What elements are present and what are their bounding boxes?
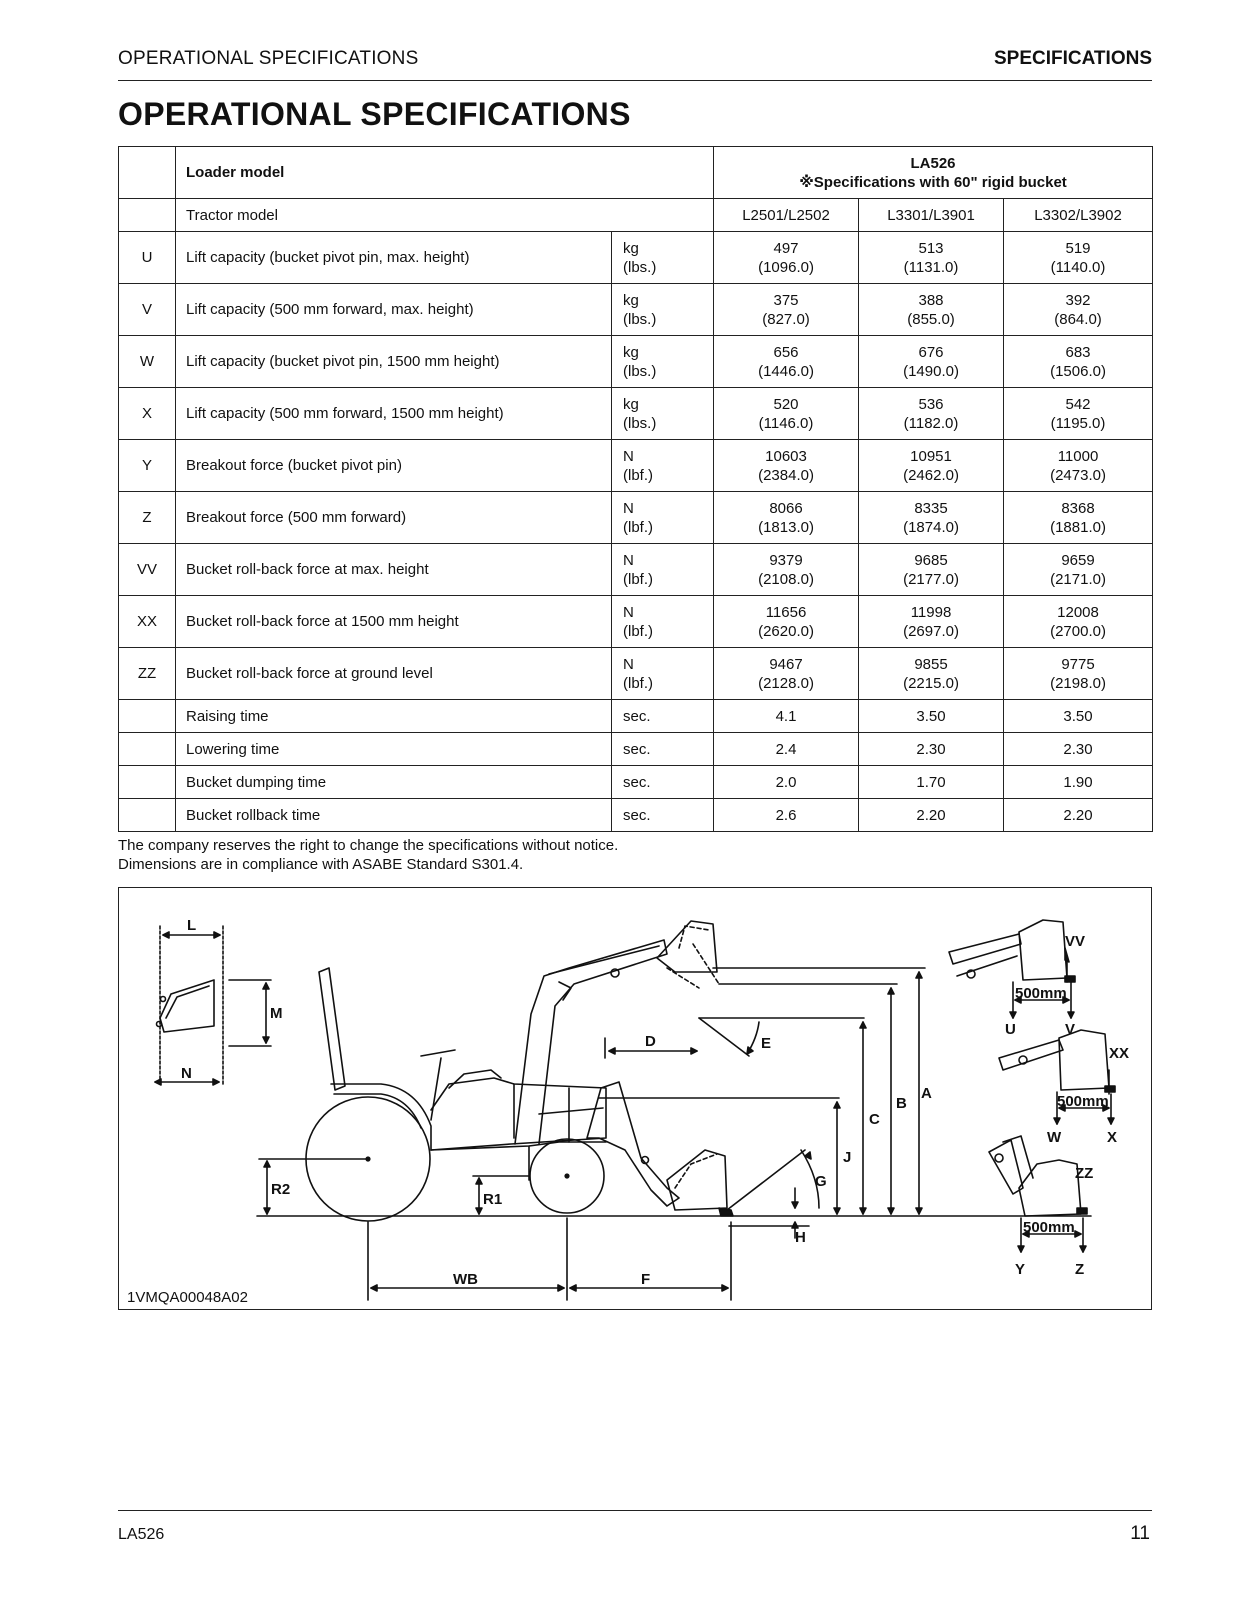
header-chapter-title: SPECIFICATIONS — [994, 48, 1152, 69]
row-value-primary: 11000 — [1057, 447, 1099, 465]
row-value — [714, 648, 859, 700]
row-value-primary: 542 — [1065, 395, 1091, 413]
row-value — [714, 492, 859, 544]
row-unit-secondary: (lbf.) — [623, 622, 653, 640]
row-value — [1004, 544, 1153, 596]
tractor-model-2: L3301/L3901 — [859, 199, 1004, 232]
time-row — [119, 733, 1153, 766]
note-specs-change: The company reserves the right to change the specifications without notice. — [118, 837, 619, 854]
row-unit-primary: N — [623, 499, 634, 517]
row-unit-primary: kg — [623, 343, 639, 361]
row-value — [1004, 596, 1153, 648]
row-label: Bucket roll-back force at max. height — [176, 544, 612, 596]
row-value — [1004, 388, 1153, 440]
row-value-secondary: (2171.0) — [1050, 570, 1106, 588]
row-value-secondary: (2700.0) — [1050, 622, 1106, 640]
row-unit-secondary: (lbf.) — [623, 570, 653, 588]
row-value-secondary: (1131.0) — [903, 258, 959, 276]
row-value-secondary: (2128.0) — [758, 674, 814, 692]
row-value-secondary: (2697.0) — [903, 622, 959, 640]
row-value — [859, 284, 1004, 336]
running-header — [118, 44, 1152, 81]
row-value: 2.20 — [1004, 799, 1153, 832]
loader-model-note: ※Specifications with 60" rigid bucket — [799, 173, 1067, 191]
row-key — [119, 766, 176, 799]
row-value-primary: 375 — [773, 291, 799, 309]
row-value: 1.90 — [1004, 766, 1153, 799]
row-unit-primary: kg — [623, 239, 639, 257]
row-unit — [612, 388, 714, 440]
label-D: D — [645, 1033, 656, 1050]
row-value — [714, 284, 859, 336]
row-value-primary: 683 — [1065, 343, 1091, 361]
row-key — [119, 799, 176, 832]
row-unit-secondary: (lbf.) — [623, 674, 653, 692]
row-value — [714, 544, 859, 596]
label-R2: R2 — [271, 1181, 291, 1198]
row-value-primary: 676 — [918, 343, 944, 361]
row-value-secondary: (864.0) — [1054, 310, 1102, 328]
footer-model: LA526 — [118, 1526, 165, 1543]
force-diagram-max-height — [949, 920, 1075, 1018]
spec-row — [119, 232, 1153, 284]
row-unit-secondary: (lbf.) — [623, 466, 653, 484]
row-value — [859, 440, 1004, 492]
page-footer — [118, 1510, 1152, 1547]
bucket-side-view — [155, 926, 271, 1085]
row-key: X — [119, 388, 176, 440]
loader-model-row — [119, 147, 1153, 199]
row-unit: sec. — [612, 700, 714, 733]
loader-arm-lowered — [539, 1082, 839, 1238]
row-value — [1004, 648, 1153, 700]
row-unit — [612, 440, 714, 492]
row-value: 2.30 — [859, 733, 1004, 766]
page-title: OPERATIONAL SPECIFICATIONS — [118, 96, 631, 132]
row-label: Lift capacity (500 mm forward, 1500 mm height) — [176, 388, 612, 440]
row-value: 3.50 — [859, 700, 1004, 733]
row-value: 4.1 — [714, 700, 859, 733]
loader-model-value: LA526 — [910, 154, 956, 172]
label-mm-2: 500mm — [1057, 1093, 1109, 1110]
row-value: 2.30 — [1004, 733, 1153, 766]
row-value-primary: 9379 — [769, 551, 803, 569]
dimension-labels — [181, 917, 1129, 1288]
label-WB: WB — [453, 1271, 478, 1288]
row-key: W — [119, 336, 176, 388]
page-number: 11 — [1130, 1523, 1150, 1544]
label-C: C — [869, 1111, 880, 1128]
label-N: N — [181, 1065, 192, 1082]
row-unit: sec. — [612, 733, 714, 766]
row-value — [859, 336, 1004, 388]
row-label: Lift capacity (500 mm forward, max. height) — [176, 284, 612, 336]
row-label: Bucket dumping time — [176, 766, 612, 799]
label-mm-3: 500mm — [1023, 1219, 1075, 1236]
row-key: ZZ — [119, 648, 176, 700]
row-unit — [612, 648, 714, 700]
row-label: Lift capacity (bucket pivot pin, max. height) — [176, 232, 612, 284]
spec-row — [119, 544, 1153, 596]
row-value-secondary: (1490.0) — [903, 362, 959, 380]
row-value-primary: 10603 — [765, 447, 807, 465]
label-mm-1: 500mm — [1015, 985, 1067, 1002]
label-U: U — [1005, 1021, 1016, 1038]
tractor-model-3: L3302/L3902 — [1004, 199, 1153, 232]
label-H: H — [795, 1229, 806, 1246]
label-V: V — [1065, 1021, 1076, 1038]
row-value-secondary: (2620.0) — [758, 622, 814, 640]
row-unit-primary: kg — [623, 291, 639, 309]
row-value-secondary: (2108.0) — [758, 570, 814, 588]
row-value — [1004, 336, 1153, 388]
row-label: Lift capacity (bucket pivot pin, 1500 mm height) — [176, 336, 612, 388]
time-row — [119, 766, 1153, 799]
row-unit-secondary: (lbf.) — [623, 518, 653, 536]
row-value — [859, 232, 1004, 284]
row-key: U — [119, 232, 176, 284]
row-label: Lowering time — [176, 733, 612, 766]
tractor-loader-drawing — [119, 888, 1153, 1311]
row-value-secondary: (1881.0) — [1050, 518, 1106, 536]
label-VV: VV — [1065, 933, 1086, 950]
row-value-secondary: (1182.0) — [903, 414, 959, 432]
row-value-primary: 392 — [1065, 291, 1091, 309]
loader-model-label: Loader model — [176, 147, 714, 199]
row-value: 1.70 — [859, 766, 1004, 799]
row-value — [859, 648, 1004, 700]
row-key: Z — [119, 492, 176, 544]
row-unit-primary: N — [623, 603, 634, 621]
row-value — [1004, 440, 1153, 492]
label-W: W — [1047, 1129, 1062, 1146]
row-label: Raising time — [176, 700, 612, 733]
row-key: Y — [119, 440, 176, 492]
row-value — [1004, 492, 1153, 544]
table-notes — [118, 836, 618, 874]
label-L: L — [187, 917, 197, 934]
row-unit — [612, 492, 714, 544]
row-value-primary: 9855 — [914, 655, 948, 673]
row-value-secondary: (2198.0) — [1050, 674, 1106, 692]
row-value-primary: 9467 — [769, 655, 803, 673]
row-value — [714, 596, 859, 648]
row-value-secondary: (1446.0) — [758, 362, 814, 380]
row-value-secondary: (1195.0) — [1050, 414, 1106, 432]
row-unit-secondary: (lbs.) — [623, 258, 657, 276]
row-value-secondary: (827.0) — [762, 310, 810, 328]
spec-row — [119, 648, 1153, 700]
row-unit — [612, 284, 714, 336]
row-value-primary: 519 — [1065, 239, 1091, 257]
row-unit — [612, 544, 714, 596]
row-value-primary: 12008 — [1057, 603, 1099, 621]
row-value-primary: 9775 — [1061, 655, 1095, 673]
figure-code: 1VMQA00048A02 — [127, 1289, 248, 1306]
row-label: Bucket roll-back force at ground level — [176, 648, 612, 700]
label-R1: R1 — [483, 1191, 503, 1208]
tractor-outline — [306, 968, 606, 1221]
row-value-secondary: (2473.0) — [1050, 466, 1106, 484]
row-value-primary: 11998 — [910, 603, 952, 621]
row-label: Breakout force (bucket pivot pin) — [176, 440, 612, 492]
row-unit — [612, 336, 714, 388]
row-value: 2.0 — [714, 766, 859, 799]
row-key: V — [119, 284, 176, 336]
time-row — [119, 799, 1153, 832]
key-cell — [119, 199, 176, 232]
label-A: A — [921, 1085, 932, 1102]
row-value-secondary: (1813.0) — [758, 518, 814, 536]
row-value-secondary: (2384.0) — [758, 466, 814, 484]
row-label: Breakout force (500 mm forward) — [176, 492, 612, 544]
row-unit-secondary: (lbs.) — [623, 362, 657, 380]
label-G: G — [815, 1173, 827, 1190]
row-unit-primary: N — [623, 655, 634, 673]
row-value-primary: 8368 — [1061, 499, 1095, 517]
label-F: F — [641, 1271, 651, 1288]
label-ZZ: ZZ — [1075, 1165, 1094, 1182]
specifications-table — [118, 146, 1153, 832]
row-key: XX — [119, 596, 176, 648]
row-value — [859, 596, 1004, 648]
row-key — [119, 700, 176, 733]
row-value — [1004, 284, 1153, 336]
loader-dimension-diagram — [118, 887, 1152, 1310]
row-unit-secondary: (lbs.) — [623, 414, 657, 432]
spec-row — [119, 596, 1153, 648]
label-E: E — [761, 1035, 772, 1052]
label-Z: Z — [1075, 1261, 1085, 1278]
row-value-primary: 8335 — [914, 499, 948, 517]
row-label: Bucket rollback time — [176, 799, 612, 832]
spec-row — [119, 336, 1153, 388]
row-value-secondary: (2177.0) — [903, 570, 959, 588]
row-value-primary: 656 — [773, 343, 799, 361]
label-XX: XX — [1109, 1045, 1130, 1062]
row-value — [714, 388, 859, 440]
label-M: M — [270, 1005, 283, 1022]
row-value-secondary: (1096.0) — [758, 258, 814, 276]
time-row — [119, 700, 1153, 733]
label-Y: Y — [1015, 1261, 1026, 1278]
label-J: J — [843, 1149, 852, 1166]
note-asabe-standard: Dimensions are in compliance with ASABE Standard S301.4. — [118, 856, 524, 873]
tractor-model-label: Tractor model — [176, 199, 714, 232]
row-value: 2.4 — [714, 733, 859, 766]
row-value-secondary: (1140.0) — [1050, 258, 1106, 276]
spec-row — [119, 492, 1153, 544]
row-key: VV — [119, 544, 176, 596]
spec-row — [119, 284, 1153, 336]
key-cell — [119, 147, 176, 199]
row-unit-primary: N — [623, 551, 634, 569]
row-value — [1004, 232, 1153, 284]
tractor-model-row — [119, 199, 1153, 232]
row-value-primary: 10951 — [910, 447, 952, 465]
row-value-primary: 520 — [773, 395, 799, 413]
row-key — [119, 733, 176, 766]
row-value — [859, 388, 1004, 440]
row-unit-primary: kg — [623, 395, 639, 413]
row-unit-primary: N — [623, 447, 634, 465]
row-value-primary: 9659 — [1061, 551, 1095, 569]
row-value-secondary: (855.0) — [907, 310, 955, 328]
header-section-title: OPERATIONAL SPECIFICATIONS — [118, 48, 419, 69]
row-unit: sec. — [612, 766, 714, 799]
label-B: B — [896, 1095, 907, 1112]
row-unit-secondary: (lbs.) — [623, 310, 657, 328]
row-value-primary: 8066 — [769, 499, 803, 517]
label-X: X — [1107, 1129, 1118, 1146]
row-value-secondary: (2462.0) — [903, 466, 959, 484]
row-value — [859, 544, 1004, 596]
loader-model-cell — [714, 147, 1153, 199]
row-value-primary: 513 — [918, 239, 944, 257]
spec-row — [119, 388, 1153, 440]
row-value-primary: 497 — [773, 239, 799, 257]
row-value-secondary: (2215.0) — [903, 674, 959, 692]
row-value — [714, 232, 859, 284]
row-value: 3.50 — [1004, 700, 1153, 733]
row-value — [714, 336, 859, 388]
row-value-secondary: (1506.0) — [1050, 362, 1106, 380]
row-value — [859, 492, 1004, 544]
row-value: 2.6 — [714, 799, 859, 832]
row-value: 2.20 — [859, 799, 1004, 832]
row-value-primary: 11656 — [765, 603, 807, 621]
row-value-primary: 388 — [918, 291, 944, 309]
spec-row — [119, 440, 1153, 492]
row-value-primary: 9685 — [914, 551, 948, 569]
row-unit — [612, 596, 714, 648]
row-value-secondary: (1146.0) — [758, 414, 814, 432]
row-label: Bucket roll-back force at 1500 mm height — [176, 596, 612, 648]
row-unit — [612, 232, 714, 284]
tractor-model-1: L2501/L2502 — [714, 199, 859, 232]
row-value — [714, 440, 859, 492]
row-value-primary: 536 — [918, 395, 944, 413]
row-value-secondary: (1874.0) — [903, 518, 959, 536]
row-unit: sec. — [612, 799, 714, 832]
